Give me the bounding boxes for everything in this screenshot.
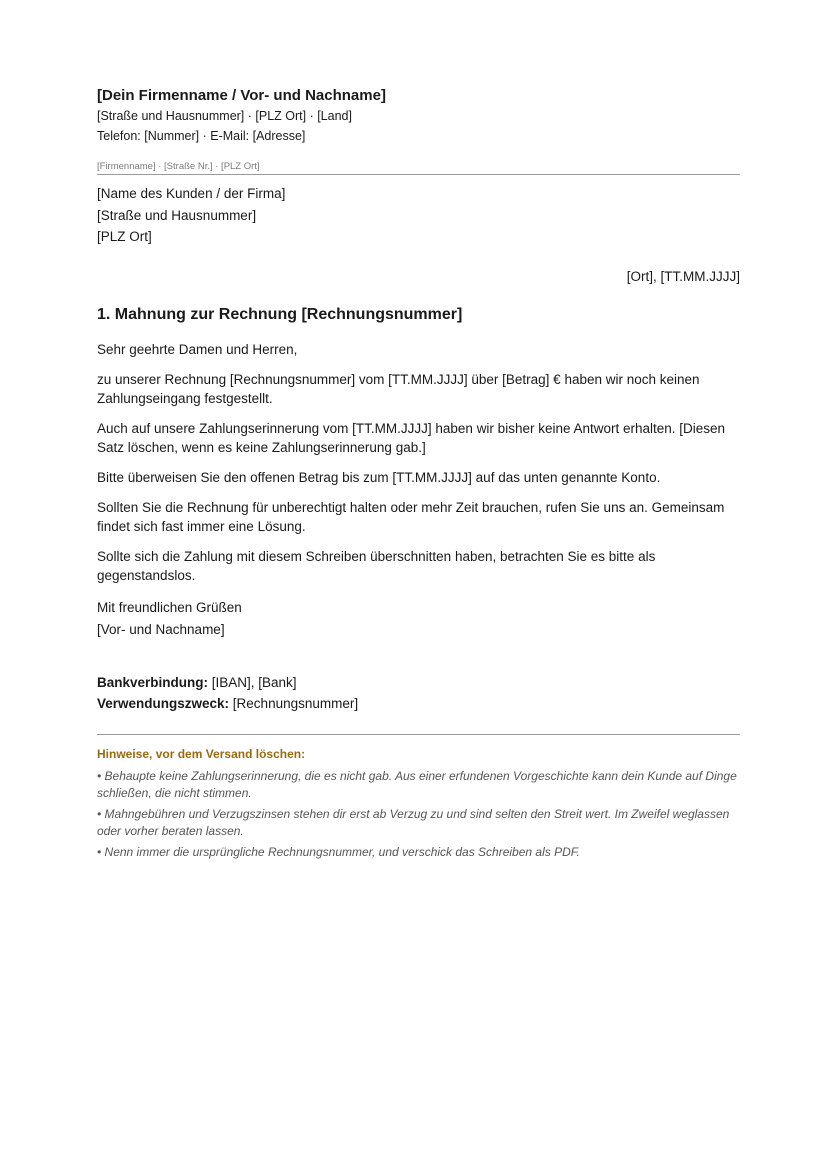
body-paragraph: Sollten Sie die Rechnung für unberechtigt halten oder mehr Zeit brauchen, rufen Sie uns an. Gemeinsam findet sich fast immer eine Lösung. [97, 499, 725, 534]
body-paragraph: Bitte überweisen Sie den offenen Betrag bis zum [TT.MM.JJJJ] auf das unten genannte Konto. [97, 469, 661, 485]
signature-name: [Vor- und Nachname] [97, 621, 225, 637]
closing [97, 597, 740, 641]
closing-greeting: Mit freundlichen Grüßen [97, 599, 242, 615]
notes-section [97, 746, 740, 861]
recipient-name: [Name des Kunden / der Firma] [97, 186, 286, 201]
date-line: [Ort], [TT.MM.JJJJ] [626, 268, 740, 284]
recipient-street: [Straße und Hausnummer] [97, 207, 257, 223]
recipient-city: [PLZ Ort] [97, 229, 152, 244]
bank-account-label: Bankverbindung: [97, 674, 209, 690]
letter-body [97, 340, 740, 585]
return-address-divider [97, 174, 740, 175]
body-paragraph: zu unserer Rechnung [Rechnungsnummer] vom [TT.MM.JJJJ] über [Betrag] € haben wir noch keinen Zahlungseingang festgestellt. [97, 371, 700, 406]
letter-page [97, 86, 740, 865]
bank-details [97, 672, 740, 714]
recipient-address [97, 183, 740, 248]
letter-subject: 1. Mahnung zur Rechnung [Rechnungsnummer] [97, 305, 463, 323]
return-address-line: [Firmenname] · [Straße Nr.] · [PLZ Ort] [97, 161, 260, 172]
note-item: • Behaupte keine Zahlungserinnerung, die es nicht gab. Aus einer erfundenen Vorgeschichte kann dein Kunde auf Dinge schließen, die nicht stimmen. [97, 768, 737, 800]
note-item: • Nenn immer die ursprüngliche Rechnungsnummer, und verschick das Schreiben als PDF. [97, 844, 580, 859]
payment-reference-label: Verwendungszweck: [97, 695, 230, 711]
bank-account-value: [IBAN], [Bank] [208, 674, 297, 690]
note-item: • Mahngebühren und Verzugszinsen stehen dir erst ab Verzug zu und sind selten den Streit wert. Im Zweifel weglassen oder vorher beraten lassen. [97, 806, 730, 838]
salutation: Sehr geehrte Damen und Herren, [97, 341, 298, 357]
notes-divider [97, 734, 740, 735]
body-paragraph: Sollte sich die Zahlung mit diesem Schreiben überschnitten haben, betrachten Sie es bitte als gegenstandslos. [97, 548, 656, 583]
body-paragraph: Auch auf unsere Zahlungserinnerung vom [TT.MM.JJJJ] haben wir bisher keine Antwort erhalten. [Diesen Satz löschen, wenn es keine Zahlungserinnerung gab.] [97, 420, 726, 455]
sender-name: [Dein Firmenname / Vor- und Nachname] [97, 87, 386, 104]
bank-account-line [97, 672, 740, 693]
sender-address: [Straße und Hausnummer] · [PLZ Ort] · [Land] [97, 109, 352, 123]
payment-reference-value: [Rechnungsnummer] [229, 695, 359, 711]
payment-reference-line [97, 693, 740, 714]
notes-title: Hinweise, vor dem Versand löschen: [97, 746, 306, 761]
sender-contact: Telefon: [Nummer] · E-Mail: [Adresse] [97, 129, 306, 143]
